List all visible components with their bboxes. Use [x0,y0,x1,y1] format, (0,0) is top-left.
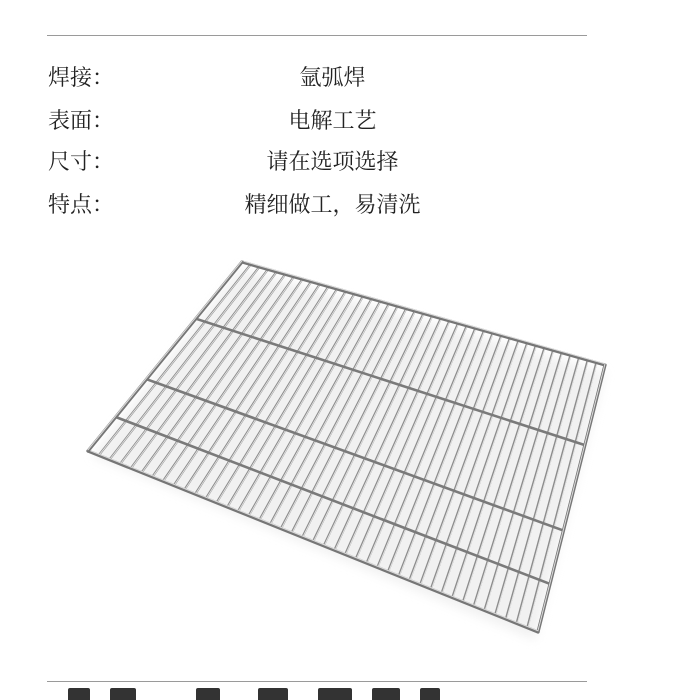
spec-label: 焊接： [48,66,115,91]
next-section-title-cut [0,688,700,700]
spec-value: 氩弧焊 [299,66,366,91]
bottom-divider [47,681,587,682]
spec-label: 表面： [48,109,115,134]
spec-value: 精细做工，易清洗 [244,193,421,218]
spec-label: 特点： [48,193,115,218]
spec-value: 请在选项选择 [266,150,399,175]
spec-value: 电解工艺 [288,109,377,134]
spec-label: 尺寸： [48,150,115,175]
